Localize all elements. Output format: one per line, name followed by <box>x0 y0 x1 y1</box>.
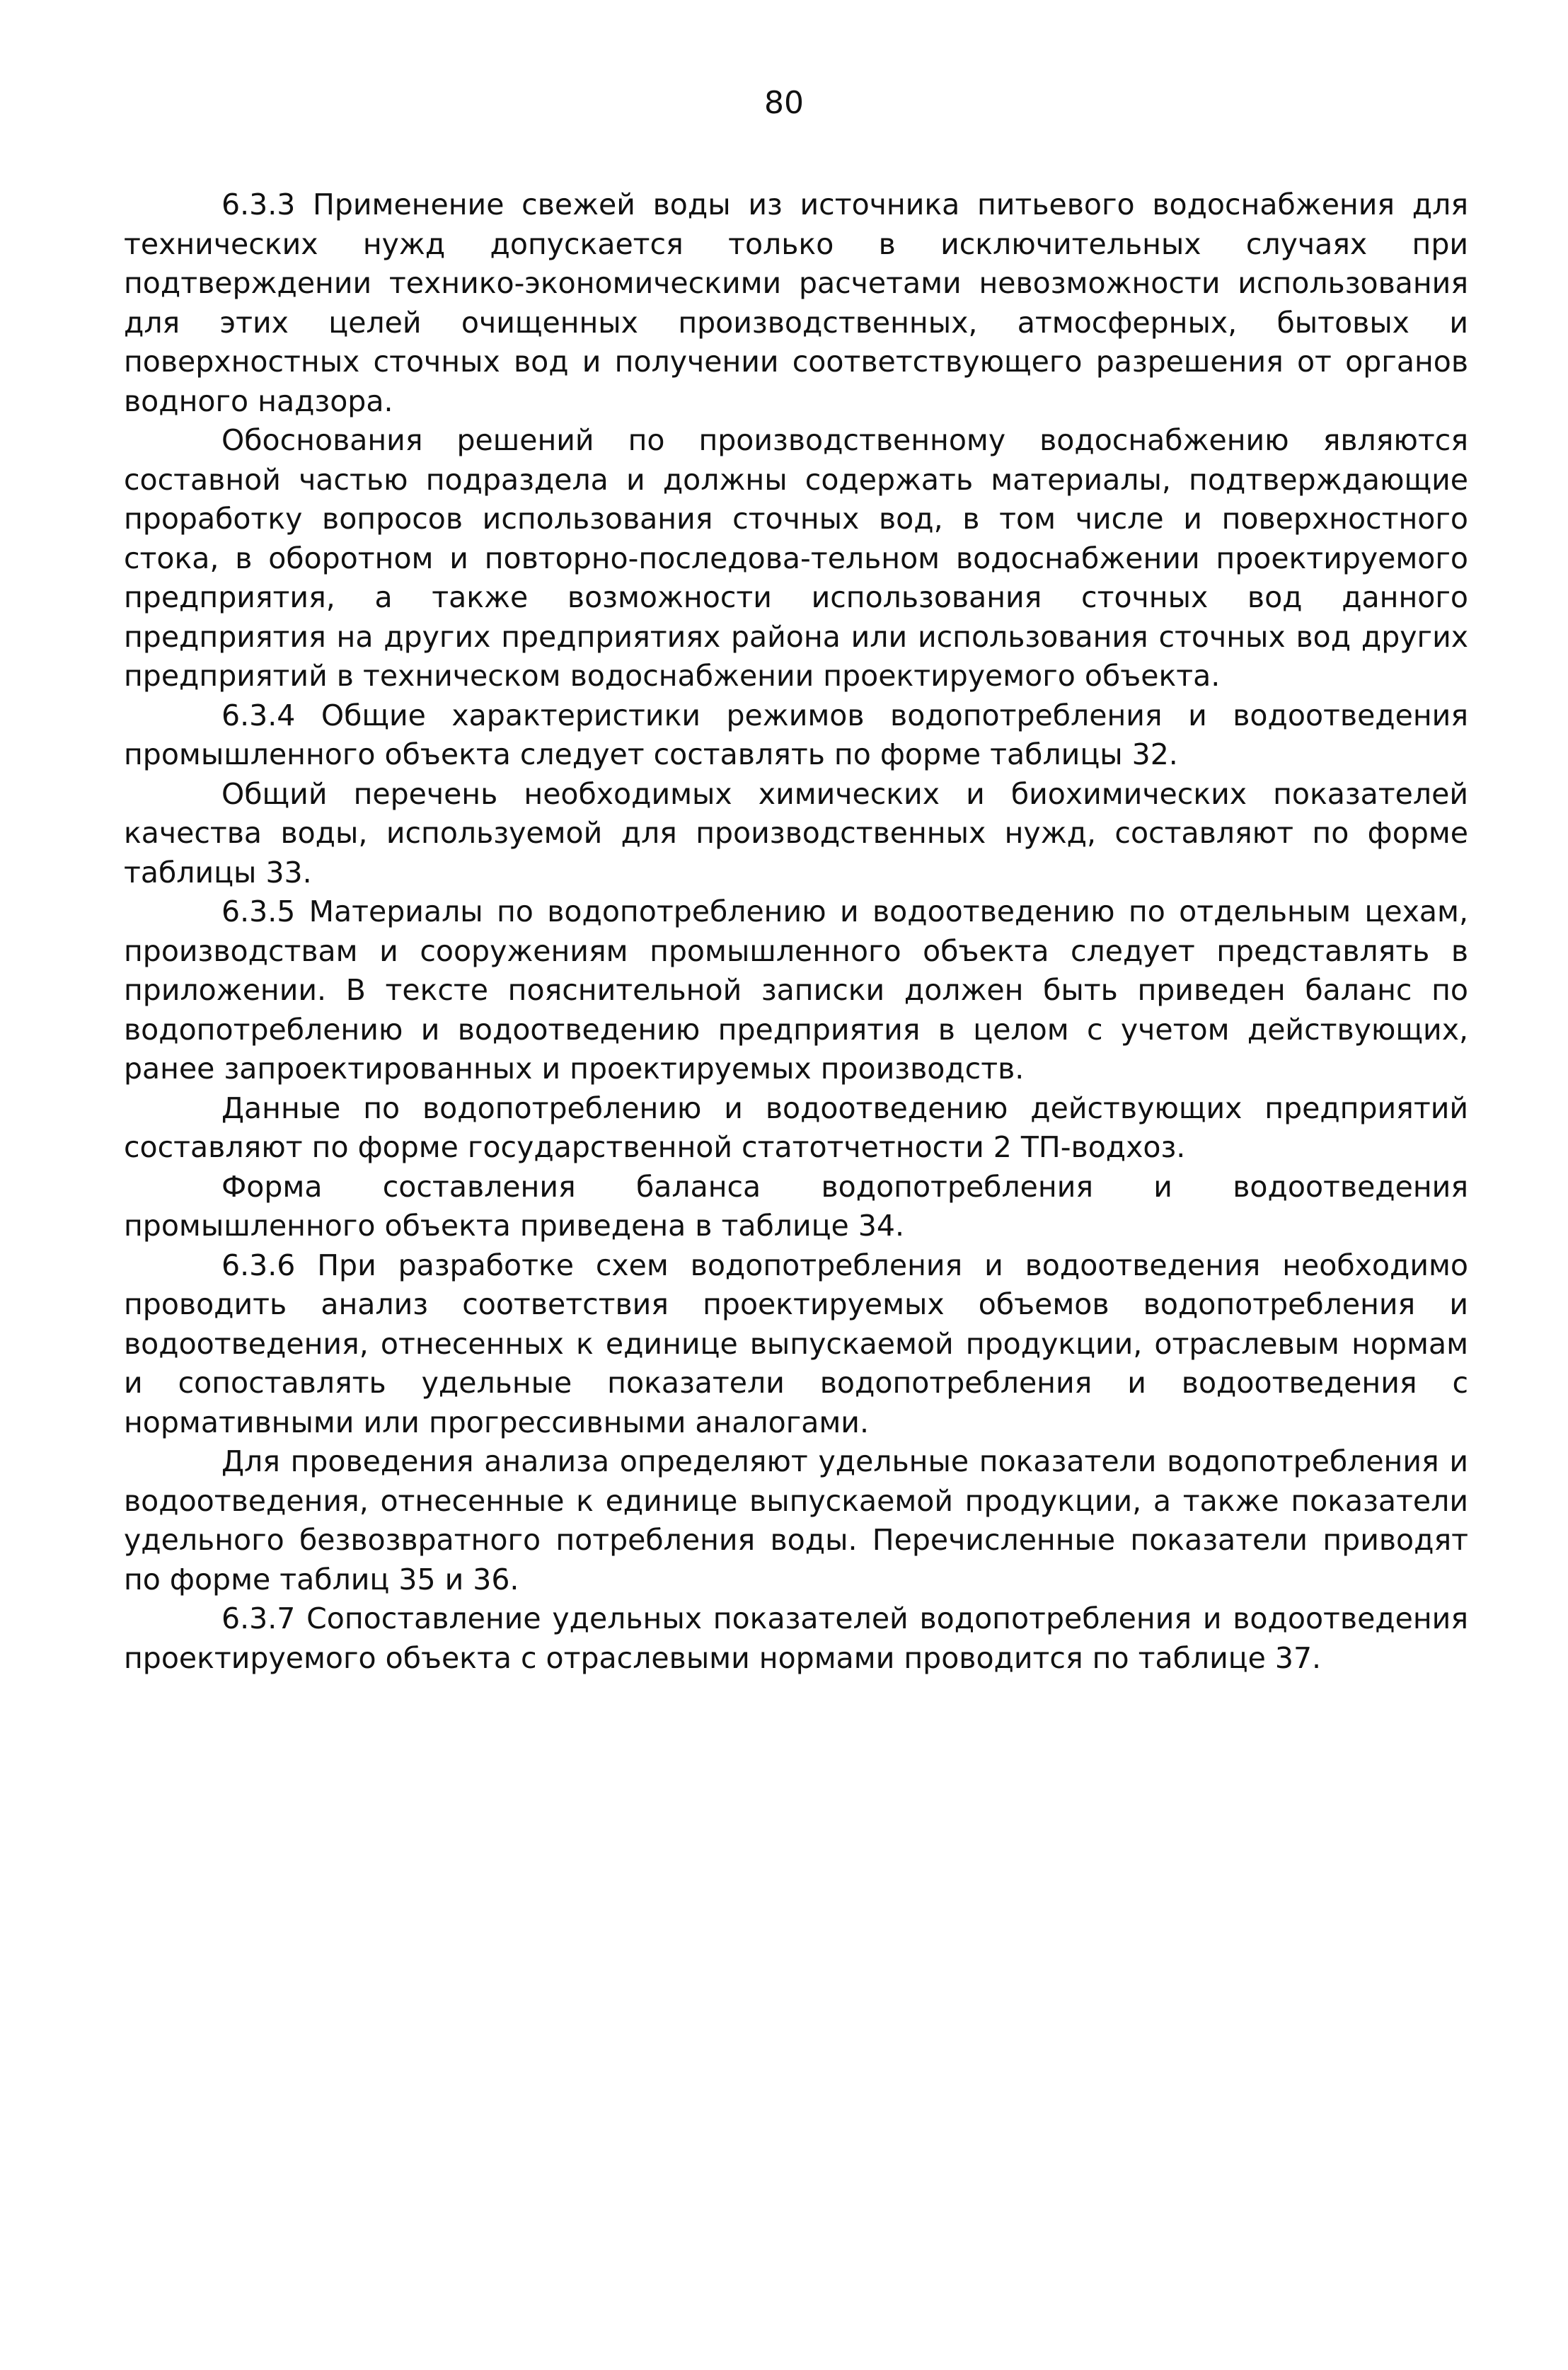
body-text <box>124 185 1468 1678</box>
paragraph-analysis: Для проведения анализа определяют удельные показатели водопотребления и водоотведения, отнесенные к единице выпускаемой продукции, а также показатели удельного безвозвратного потребления воды. Перечисленные показатели приводят по форме таблиц 35 и 36. <box>124 1444 1468 1597</box>
paragraph-statistics: Данные по водопотреблению и водоотведению действующих предприятий составляют по форме государственной статотчетности 2 ТП-водхоз. <box>124 1091 1468 1164</box>
paragraph-6-3-3: 6.3.3 Применение свежей воды из источника питьевого водоснабжения для технических нужд допускается только в исключительных случаях при подтверждении технико-экономическими расчетами невозможности использования для этих целей очищенных производственных, атмосферных, бытовых и поверхностных сточных вод и получении соответствующего разрешения от органов водного надзора. <box>124 188 1468 418</box>
paragraph-6-3-7: 6.3.7 Сопоставление удельных показателей водопотребления и водоотведения проектируемого объекта с отраслевыми нормами проводится по таблице 37. <box>124 1601 1468 1675</box>
paragraph-justification: Обоснования решений по производственному водоснабжению являются составной частью подраздела и должны содержать материалы, подтверждающие проработку вопросов использования сточных вод, в том числе и поверхностного стока, в оборотном и повторно-последова-тельном водоснабжении проектируемого предприятия, а также возможности использования сточных вод данного предприятия на других предприятиях района или использования сточных вод других предприятий в техническом водоснабжении проектируемого объекта. <box>124 423 1468 693</box>
paragraph-6-3-5: 6.3.5 Материалы по водопотреблению и водоотведению по отдельным цехам, производствам и сооружениям промышленного объекта следует представлять в приложении. В тексте пояснительной записки должен быть приведен баланс по водопотреблению и водоотведению предприятия в целом с учетом действующих, ранее запроектированных и проектируемых производств. <box>124 894 1468 1086</box>
paragraph-6-3-6: 6.3.6 При разработке схем водопотребления и водоотведения необходимо проводить анализ соответствия проектируемых объемов водопотребления и водоотведения, отнесенных к единице выпускаемой продукции, отраслевым нормам и сопоставлять удельные показатели водопотребления и водоотведения с нормативными или прогрессивными аналогами. <box>124 1248 1468 1439</box>
paragraph-6-3-4: 6.3.4 Общие характеристики режимов водопотребления и водоотведения промышленного объекта следует составлять по форме таблицы 32. <box>124 698 1468 771</box>
paragraph-water-quality: Общий перечень необходимых химических и биохимических показателей качества воды, используемой для производственных нужд, составляют по форме таблицы 33. <box>124 776 1468 890</box>
paragraph-balance-form: Форма составления баланса водопотребления и водоотведения промышленного объекта приведена в таблице 34. <box>124 1169 1468 1243</box>
page-number: 80 <box>764 85 804 121</box>
